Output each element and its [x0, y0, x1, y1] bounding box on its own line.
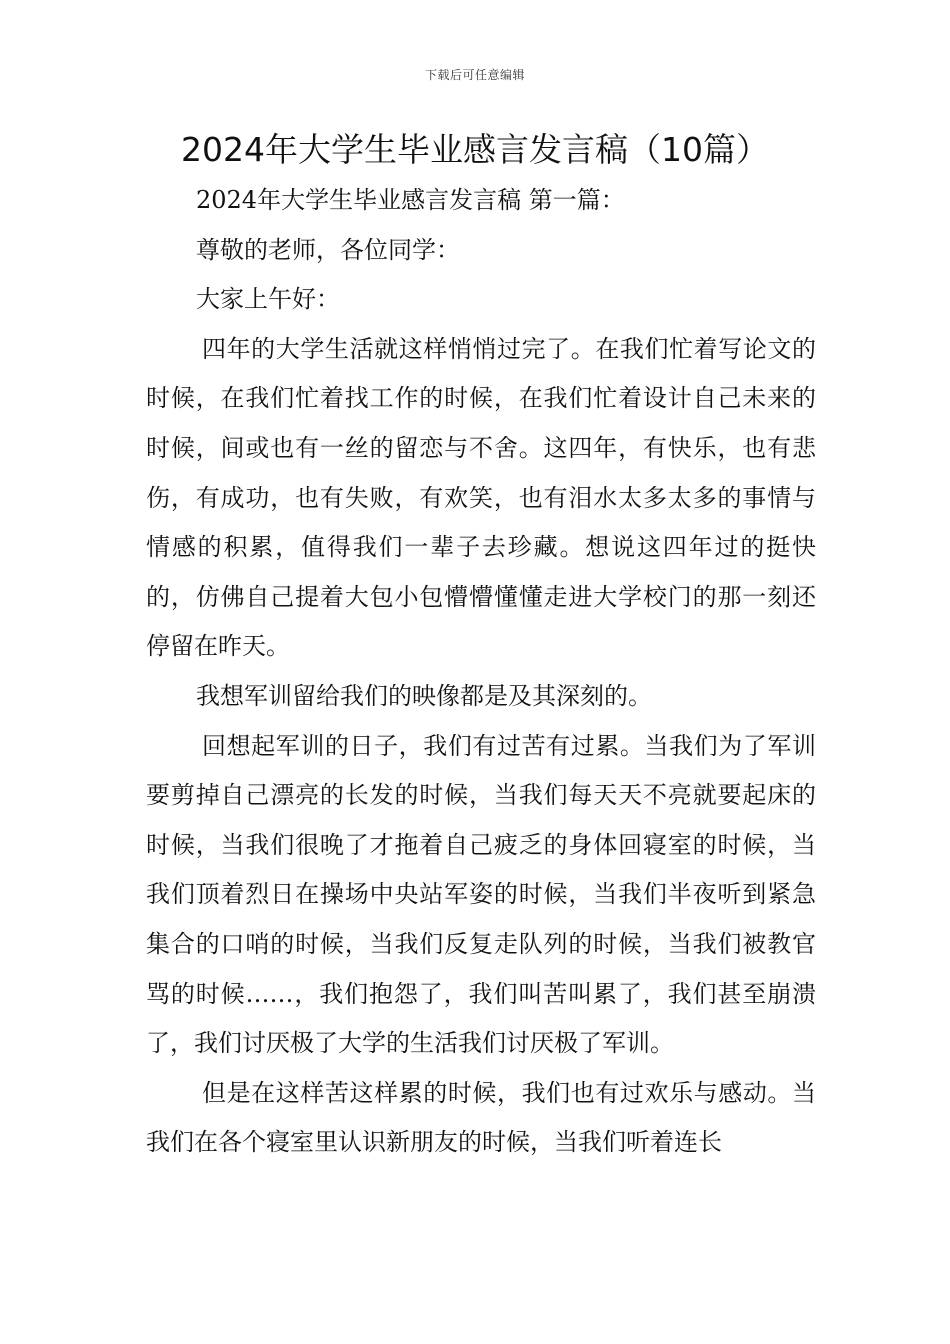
- document-title: 2024年大学生毕业感言发言稿（10篇）: [181, 130, 769, 169]
- paragraph: 回想起军训的日子，我们有过苦有过累。当我们为了军训要剪掉自己漂亮的长发的时候，当我们每天天不亮就要起床的时候，当我们很晚了才拖着自己疲乏的身体回寝室的时候，当我们顶着烈日在操场中央站军姿的时候，当我们半夜听到紧急集合的口哨的时候，当我们反复走队列的时候，当我们被教官骂的时候……，我们抱怨了，我们叫苦叫累了，我们甚至崩溃了，我们讨厌极了大学的生活我们讨厌极了军训。: [146, 731, 816, 1058]
- paragraph: 我想军训留给我们的映像都是及其深刻的。: [196, 681, 652, 710]
- paragraph: 但是在这样苦这样累的时候，我们也有过欢乐与感动。当我们在各个寝室里认识新朋友的时候，当我们听着连长: [146, 1078, 816, 1157]
- greeting: 大家上午好：: [196, 285, 340, 314]
- header-note: 下载后可任意编辑: [424, 68, 525, 82]
- paragraph: 四年的大学生活就这样悄悄过完了。在我们忙着写论文的时候，在我们忙着找工作的时候，在我们忙着设计自己未来的时候，间或也有一丝的留恋与不舍。这四年，有快乐，也有悲伤，有成功，也有失败，有欢笑，也有泪水太多太多的事情与情感的积累，值得我们一辈子去珍藏。想说这四年过的挺快的，仿佛自己提着大包小包懵懵懂懂走进大学校门的那一刻还停留在昨天。: [146, 334, 816, 661]
- salutation: 尊敬的老师，各位同学：: [196, 235, 460, 264]
- document-body: [146, 176, 816, 1168]
- section-heading: 2024年大学生毕业感言发言稿 第一篇：: [196, 186, 625, 214]
